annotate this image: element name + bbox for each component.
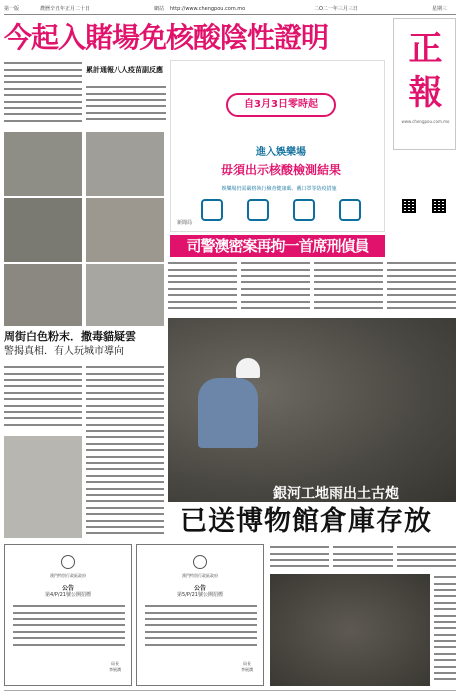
photo-overlay-title: 銀河工地雨出土古炮 (273, 486, 399, 502)
street-photo (4, 132, 82, 196)
masthead-site: www.chengpou.com.mo (401, 119, 450, 124)
article-text (4, 96, 164, 126)
police-headline: 司警澳密案再拘一首席刑偵員 (170, 235, 385, 257)
bathroom-photo (4, 436, 82, 538)
masthead-name (394, 27, 457, 115)
public-notice (4, 544, 132, 686)
casino-notice-ad (170, 60, 385, 232)
street-photo (86, 264, 164, 326)
masthead-char-2: 報 (408, 73, 443, 113)
notice-sign-name: 李展潤 (109, 667, 121, 672)
qr-code-icon (402, 199, 416, 213)
ad-note: 娛樂場仍需嚴格執行檢查健康碼、戴口罩等防疫措施 (221, 186, 337, 192)
article-text (4, 364, 82, 434)
lunar-date: 農曆辛丑年正月二十日 (40, 6, 91, 12)
thermometer-icon (293, 199, 315, 221)
helmet-icon (236, 358, 260, 378)
masthead (393, 18, 456, 150)
street-photo (4, 198, 82, 262)
notice-sign-title: 局長 (111, 661, 119, 666)
ad-logo: 新聞局 (177, 220, 193, 226)
street-photo (4, 264, 82, 326)
left-subhead: 累計通報八人疫苗副反應 (86, 66, 163, 74)
ad-icons (201, 199, 361, 223)
mask-icon (247, 199, 269, 221)
page-footer-rule (4, 690, 456, 694)
notice-sign-title: 局長 (243, 661, 251, 666)
masthead-char-1: 正 (408, 29, 443, 69)
notice-subtitle: 第4/P/21號公開招標 (45, 592, 91, 598)
worker-figure (198, 378, 258, 448)
street-photo (86, 132, 164, 196)
notice-title: 公告 (193, 585, 206, 592)
article-text (434, 574, 456, 686)
notice-subtitle: 第5/P/21號公開招標 (177, 592, 223, 598)
ad-entry-text: 進入娛樂場 (256, 147, 306, 158)
emblem-icon (193, 555, 207, 569)
street-photo (86, 198, 164, 262)
distance-icon (339, 199, 361, 221)
emblem-icon (61, 555, 75, 569)
phone-icon (201, 199, 223, 221)
notice-caption: 澳門特別行政區政府 (182, 573, 218, 578)
article-text (86, 364, 164, 539)
qr-code-icon (432, 199, 446, 213)
notice-title: 公告 (61, 585, 74, 592)
cannon-headline: 已送博物館倉庫存放 (180, 506, 432, 537)
main-headline: 今起入賭場免核酸陰性證明 (4, 21, 329, 54)
ad-main-text: 毋須出示核酸檢測結果 (220, 163, 341, 177)
site-label: 網站 (154, 6, 165, 12)
cannon-photo (270, 574, 430, 686)
section-label: 第一版 (4, 6, 20, 12)
article-text (270, 544, 456, 572)
public-notice (136, 544, 264, 686)
notice-signature (241, 661, 253, 673)
left-feature-line1: 周街白色粉末．撒毒貓疑雲 (4, 330, 136, 343)
notice-text (145, 603, 257, 655)
left-feature-title (4, 329, 164, 359)
notice-caption: 澳門特別行政區政府 (50, 573, 86, 578)
site-url[interactable]: http://www.chengpou.com.mo (170, 6, 246, 12)
excavation-photo (168, 318, 456, 502)
top-bar (4, 3, 456, 15)
notice-text (13, 603, 125, 655)
left-feature-line2: 警揭真相．有人玩城市導向 (4, 346, 124, 357)
article-text (168, 260, 456, 316)
notice-sign-name: 李展潤 (241, 667, 253, 672)
notice-signature (109, 661, 121, 673)
date: 二O二一年三月三日 (314, 6, 358, 12)
weekday: 星期三 (432, 6, 448, 12)
ad-date: 自3月3日零時起 (226, 93, 336, 117)
